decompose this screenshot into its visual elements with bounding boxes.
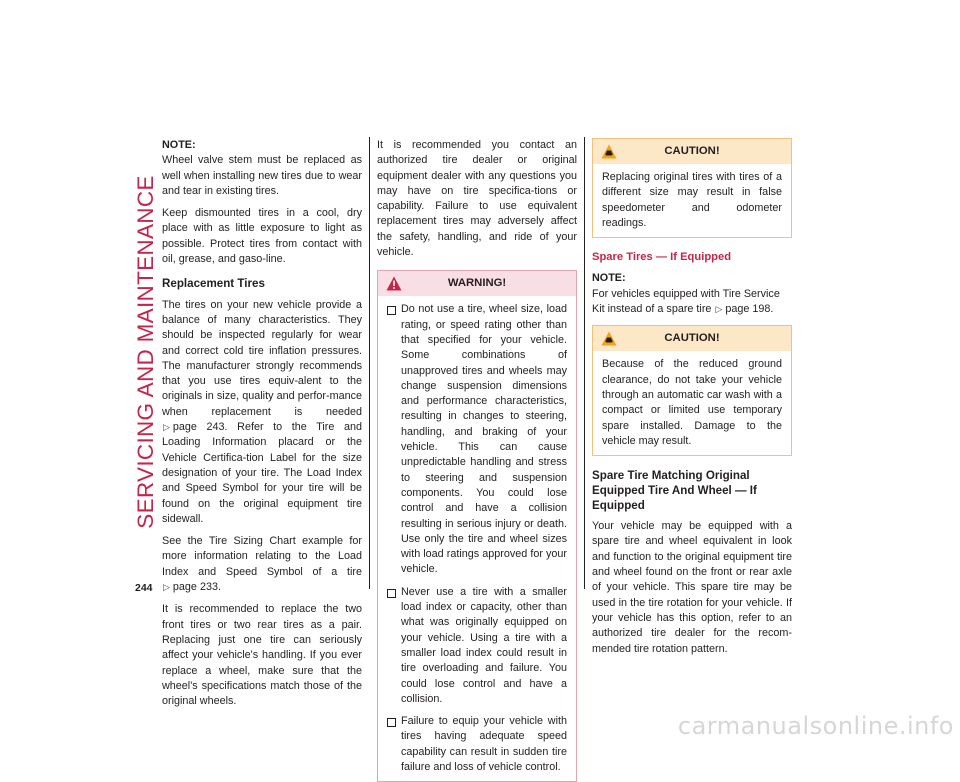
- note-label: NOTE:: [592, 272, 626, 285]
- note-tire-service-kit: [592, 271, 792, 317]
- sizing-text: See the Tire Sizing Chart example for more information relating to the Load Index and Speed Symbol of a tire: [162, 535, 362, 578]
- column-1: [162, 138, 362, 716]
- heading-replacement-tires: Replacement Tires: [162, 277, 265, 291]
- warning-item-text: Do not use a tire, wheel size, load rating, or speed rating other than that specified for your vehicle. Some combinations of unapproved tires and wheels may change suspension dimensions and performance characteristics, resulting in changes to steering, handling, and braking of your vehicle. This can cause unpredictable handling and stress to steering and suspension components. You could lose control and have a collision resulting in serious injury or death. Use only the tire and wheel sizes with load ratings approved for your vehicle.: [401, 303, 567, 576]
- section-side-title-text: SERVICING AND MAINTENANCE: [133, 175, 158, 529]
- warning-header: [378, 271, 576, 296]
- warning-item-text: Failure to equip your vehicle with tires having adequate speed capability can result in sudden tire failure and loss of vehicle control.: [401, 715, 567, 773]
- caution-body: [593, 351, 791, 455]
- paragraph-contact-dealer: It is recommended you contact an authorized tire dealer or original equipment dealer with any questions you may have on tire specifica-tions or capability. Failure to use equivalent replacement tires may adversely affect the safety, handling, and ride of your vehicle.: [377, 139, 577, 259]
- caution-box-speedometer: [592, 138, 792, 238]
- caution-text: Replacing original tires with tires of a different size may result in false speedometer and odometer readings.: [602, 171, 782, 229]
- arrow-right-icon: ▷: [715, 304, 723, 315]
- caution-car-icon: [601, 144, 617, 159]
- heading-spare-matching: Spare Tire Matching Original Equipped Tire And Wheel — If Equipped: [592, 469, 757, 513]
- checkbox-bullet-icon: [387, 306, 396, 315]
- column-2: [377, 138, 577, 782]
- replacement-text-b: Refer to the Tire and Loading Information placard or the Vehicle Certifica-tion Label for the size designation of your tire. The Load Index and Speed Symbol for your tire will be found on the original equipment tire sidewall.: [162, 421, 362, 525]
- replacement-text-a: The tires on your new vehicle provide a balance of many characteristics. They should be inspected regularly for wear and correct cold tire inflation pressures. The manufacturer strongly recommends that you use tires equiv-alent to the originals in size, quality and perfor-mance when replacement is needed: [162, 298, 362, 418]
- warning-body: [378, 296, 576, 781]
- caution-box-car-wash: [592, 325, 792, 456]
- watermark: carmanualsonline.info: [677, 712, 954, 740]
- caution-header: [593, 139, 791, 164]
- note-wheel-valve: [162, 138, 362, 199]
- warning-item: [387, 302, 567, 577]
- caution-text: Because of the reduced ground clearance, do not take your vehicle through an automatic car wash with a compact or limited use temporary spare installed. Damage to the vehicle may result.: [602, 358, 782, 447]
- warning-item: [387, 714, 567, 775]
- column-3: [592, 138, 792, 664]
- column-divider-1: [369, 137, 370, 589]
- paragraph-spare-matching: Your vehicle may be equipped with a spare tire and wheel equivalent in look and function to the original equipment tire and wheel found on the front or rear axle of your vehicle. This spare tire may be used in the tire rotation for your vehicle. If your vehicle has this option, refer to an authorized tire dealer for the recom-mended tire rotation pattern.: [592, 520, 792, 655]
- heading-spare-tires: Spare Tires — If Equipped: [592, 251, 732, 264]
- arrow-right-icon: ▷: [163, 582, 170, 593]
- warning-box: [377, 270, 577, 782]
- paragraph-dismounted-tires: Keep dismounted tires in a cool, dry place with as little exposure to light as possible. Protect tires from contact with oil, grease, and gaso-line.: [162, 207, 362, 266]
- xref-label: page 233.: [172, 581, 221, 594]
- caution-header: [593, 326, 791, 351]
- xref-label: page 198.: [725, 303, 774, 316]
- paragraph-tire-sizing: [162, 534, 362, 595]
- checkbox-bullet-icon: [387, 589, 396, 598]
- caution-title: CAUTION!: [664, 145, 720, 157]
- xref-label: page 243.: [172, 421, 228, 434]
- arrow-right-icon: ▷: [163, 422, 170, 433]
- note-label: NOTE:: [162, 139, 196, 151]
- section-side-title: [131, 142, 161, 562]
- caution-car-icon: [601, 331, 617, 346]
- warning-item-text: Never use a tire with a smaller load index or capacity, other than what was originally equipped on your vehicle. Using a tire with a smaller load index could result in tire overloading and failure. You could lose control and have a collision.: [401, 585, 567, 705]
- caution-title: CAUTION!: [664, 332, 720, 345]
- page-number: 244: [135, 582, 153, 594]
- warning-list: [387, 302, 567, 775]
- caution-body: [593, 164, 791, 237]
- column-divider-2: [584, 137, 585, 589]
- paragraph-replace-pairs: It is recommended to replace the two front tires or two rear tires as a pair. Replacing just one tire can seriously affect your vehicle's handling. If you ever replace a wheel, make sure that the wheel's specifications match those of the original wheels.: [162, 603, 362, 708]
- paragraph-replacement-tires: [162, 298, 362, 527]
- warning-title: WARNING!: [447, 277, 507, 290]
- xref-page-243[interactable]: [162, 421, 228, 433]
- warning-triangle-icon: [386, 276, 402, 291]
- xref-page-198[interactable]: [714, 303, 773, 315]
- warning-item: [387, 585, 567, 707]
- checkbox-bullet-icon: [387, 718, 396, 727]
- note-text: Wheel valve stem must be replaced as well when installing new tires due to wear and tear in existing tires.: [162, 154, 362, 197]
- note-text: For vehicles equipped with Tire Service Kit instead of a spare tire: [592, 287, 780, 316]
- xref-page-233[interactable]: [162, 581, 221, 593]
